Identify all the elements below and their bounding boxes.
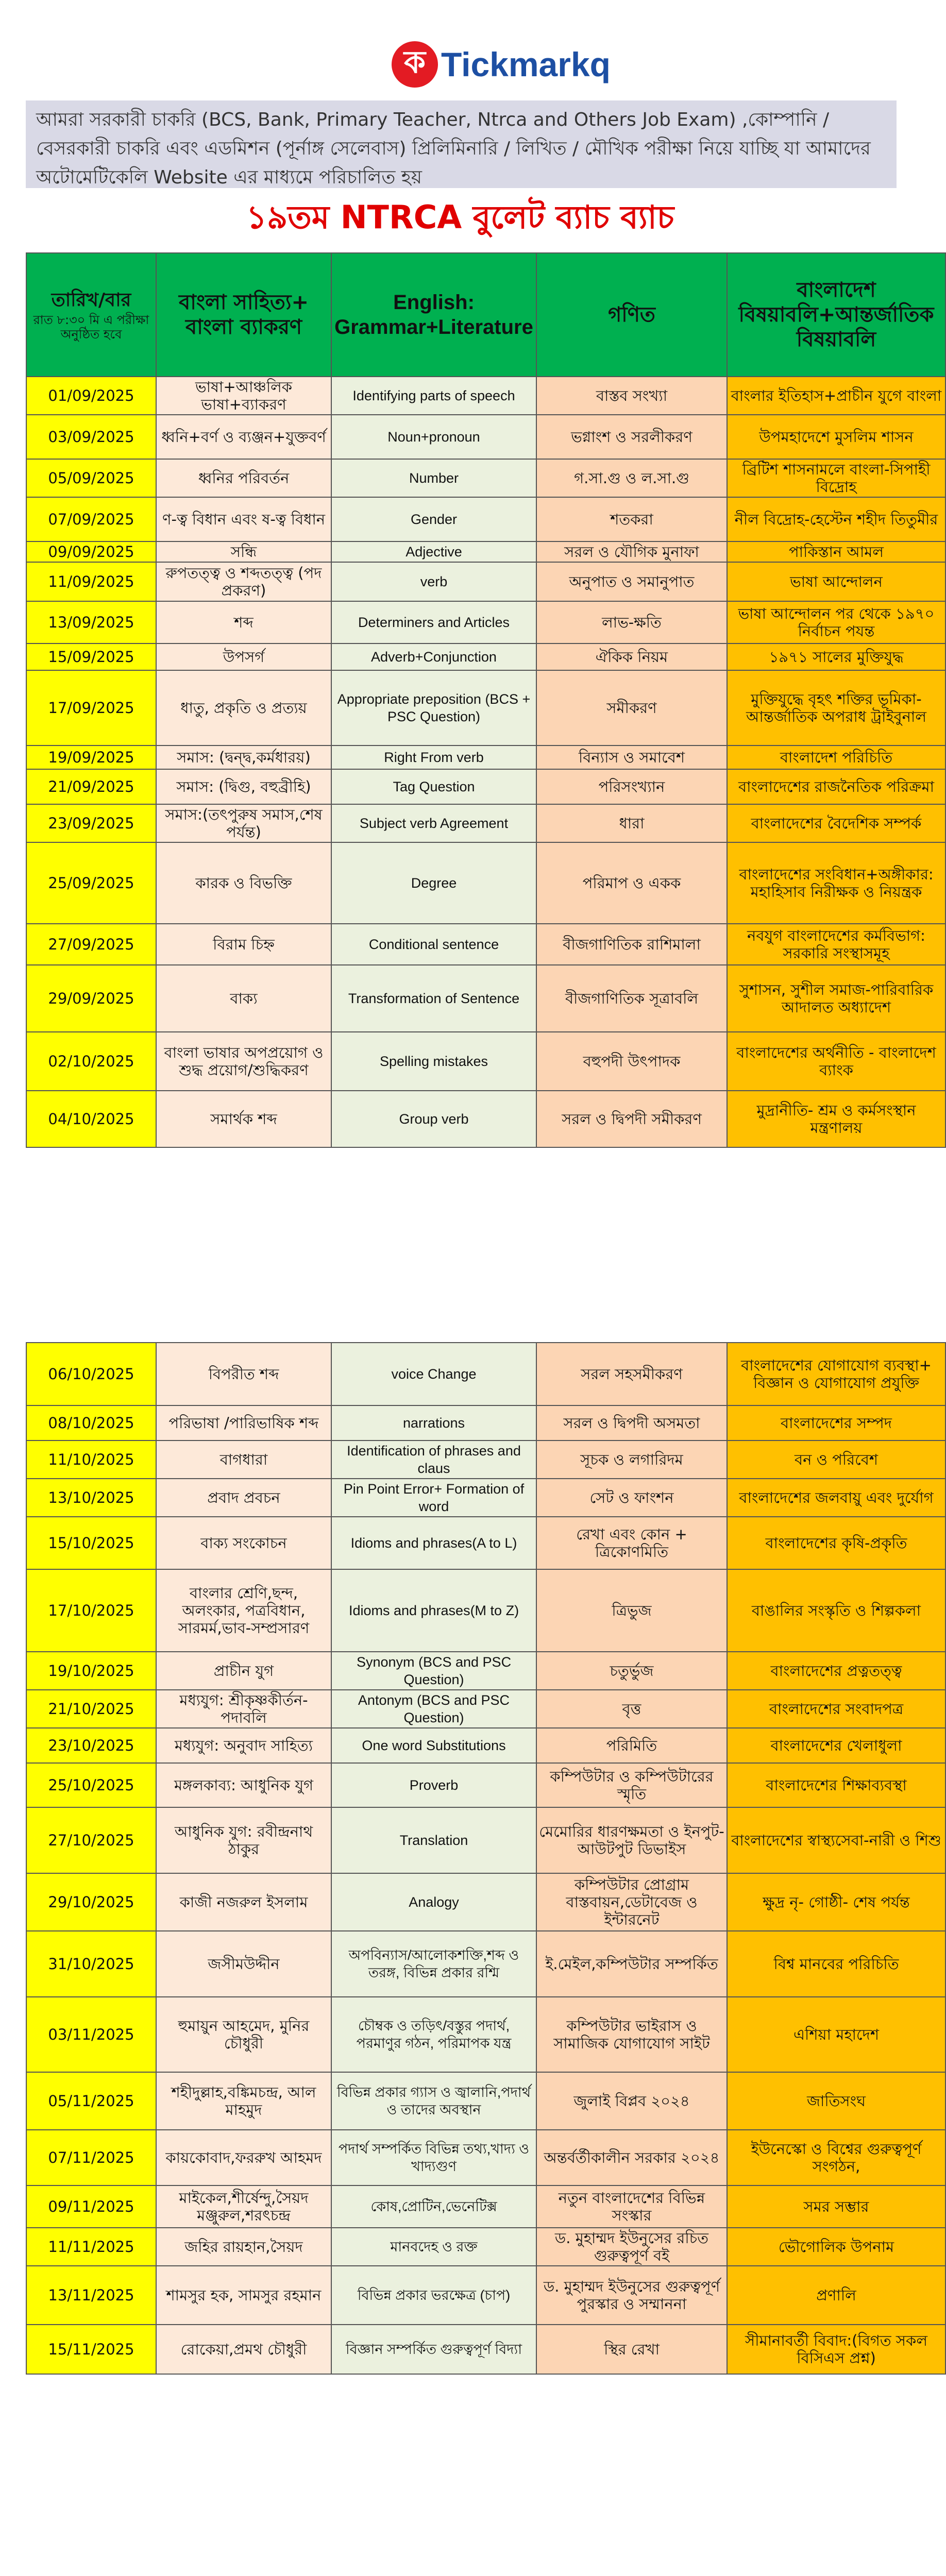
cell-date: 05/11/2025 <box>26 2072 156 2130</box>
table-row <box>26 459 945 497</box>
cell-english: Proverb <box>331 1763 536 1807</box>
cell-bangla: জহির রায়হান,সৈয়দ <box>156 2228 331 2266</box>
cell-date: 31/10/2025 <box>26 1931 156 1997</box>
cell-english: Tag Question <box>331 769 536 804</box>
table-row <box>26 2228 945 2266</box>
cell-gk: বাংলাদেশের বৈদেশিক সম্পর্ক <box>727 804 945 842</box>
cell-gk: সীমানাবর্তী বিবাদ:(বিগত সকল বিসিএস প্রশ্ন) <box>727 2325 945 2374</box>
table-row <box>26 745 945 769</box>
cell-gk: বাংলাদেশের সংবিধান+অঙ্গীকার: মহাহিসাব নিরীক্ষক ও নিয়ন্ত্রক <box>727 842 945 924</box>
cell-math: পরিমিতি <box>536 1728 727 1763</box>
cell-gk: বিশ্ব মানবের পরিচিতি <box>727 1931 945 1997</box>
cell-english: narrations <box>331 1405 536 1440</box>
cell-bangla: ণ-ত্ব বিধান এবং ষ-ত্ব বিধান <box>156 497 331 541</box>
cell-gk: বাংলাদেশের সংবাদপত্র <box>727 1690 945 1728</box>
cell-date: 07/11/2025 <box>26 2130 156 2185</box>
cell-date: 29/09/2025 <box>26 965 156 1032</box>
cell-english: Noun+pronoun <box>331 415 536 459</box>
cell-bangla: বিপরীত শব্দ <box>156 1343 331 1405</box>
cell-date: 13/10/2025 <box>26 1479 156 1517</box>
cell-date: 02/10/2025 <box>26 1032 156 1091</box>
cell-gk: প্রণালি <box>727 2266 945 2325</box>
cell-date: 11/09/2025 <box>26 562 156 601</box>
header-bangla: বাংলা সাহিত্য+ বাংলা ব্যাকরণ <box>156 253 331 377</box>
table-row <box>26 1873 945 1931</box>
cell-english: Subject verb Agreement <box>331 804 536 842</box>
table-row <box>26 924 945 965</box>
cell-english: Determiners and Articles <box>331 601 536 643</box>
cell-gk: এশিয়া মহাদেশ <box>727 1997 945 2072</box>
cell-gk: ব্রিটিশ শাসনামলে বাংলা-সিপাহী বিদ্রোহ <box>727 459 945 497</box>
cell-bangla: সমার্থক শব্দ <box>156 1091 331 1147</box>
cell-gk: বাংলাদেশের জলবায়ু এবং দুর্যোগ <box>727 1479 945 1517</box>
logo-icon: ক <box>392 41 438 88</box>
schedule-table-2 <box>26 1342 946 2375</box>
cell-english: Gender <box>331 497 536 541</box>
cell-bangla: হুমায়ুন আহমেদ, মুনির চৌধুরী <box>156 1997 331 2072</box>
table-row <box>26 1931 945 1997</box>
cell-bangla: শব্দ <box>156 601 331 643</box>
header-date-sub: রাত ৮:৩০ মি এ পরীক্ষা অনুষ্ঠিত হবে <box>33 313 149 342</box>
cell-bangla: সন্ধি <box>156 541 331 562</box>
cell-english: Appropriate preposition (BCS + PSC Question) <box>331 670 536 745</box>
table-row <box>26 1728 945 1763</box>
page-title: ১৯তম NTRCA বুলেট ব্যাচ ব্যাচ <box>246 198 674 236</box>
table-row <box>26 2185 945 2228</box>
cell-gk: বাংলার ইতিহাস+প্রাচীন যুগে বাংলা <box>727 377 945 415</box>
table-row <box>26 1479 945 1517</box>
cell-math: লাভ-ক্ষতি <box>536 601 727 643</box>
cell-bangla: বাংলা ভাষার অপপ্রয়োগ ও শুদ্ধ প্রয়োগ/শুদ্ধিকরণ <box>156 1032 331 1091</box>
cell-date: 19/09/2025 <box>26 745 156 769</box>
cell-english: Antonym (BCS and PSC Question) <box>331 1690 536 1728</box>
cell-math: বহুপদী উৎপাদক <box>536 1032 727 1091</box>
cell-gk: বাংলাদেশের স্বাস্থ্যসেবা-নারী ও শিশু <box>727 1807 945 1873</box>
table-row <box>26 415 945 459</box>
cell-gk: বাংলাদেশের খেলাধুলা <box>727 1728 945 1763</box>
cell-gk: ভৌগোলিক উপনাম <box>727 2228 945 2266</box>
logo-text: Tickmarkq <box>441 45 611 83</box>
cell-gk: উপমহাদেশে মুসলিম শাসন <box>727 415 945 459</box>
cell-bangla: বাক্য সংকোচন <box>156 1517 331 1569</box>
table-row <box>26 2325 945 2374</box>
cell-bangla: শহীদুল্লাহ,বঙ্কিমচন্দ্র, আল মাহমুদ <box>156 2072 331 2130</box>
cell-math: স্থির রেখা <box>536 2325 727 2374</box>
cell-english: Degree <box>331 842 536 924</box>
table-row <box>26 1440 945 1479</box>
cell-bangla: জসীমউদ্দীন <box>156 1931 331 1997</box>
table-row <box>26 1343 945 1405</box>
cell-date: 11/10/2025 <box>26 1440 156 1479</box>
cell-math: সূচক ও লগারিদম <box>536 1440 727 1479</box>
cell-gk: বাঙালির সংস্কৃতি ও শিল্পকলা <box>727 1569 945 1652</box>
cell-math: ভগ্নাংশ ও সরলীকরণ <box>536 415 727 459</box>
cell-gk: বাংলাদেশের সম্পদ <box>727 1405 945 1440</box>
cell-date: 03/11/2025 <box>26 1997 156 2072</box>
cell-math: ই.মেইল,কম্পিউটার সম্পর্কিত <box>536 1931 727 1997</box>
cell-bangla: বাগধারা <box>156 1440 331 1479</box>
cell-bangla: ধাতু, প্রকৃতি ও প্রত্যয় <box>156 670 331 745</box>
table-row <box>26 965 945 1032</box>
cell-math: গ.সা.গু ও ল.সা.গু <box>536 459 727 497</box>
table-row <box>26 1807 945 1873</box>
cell-math: অন্তর্বর্তীকালীন সরকার ২০২৪ <box>536 2130 727 2185</box>
cell-math: সরল ও যৌগিক মুনাফা <box>536 541 727 562</box>
table-row <box>26 1652 945 1690</box>
cell-math: বাস্তব সংখ্যা <box>536 377 727 415</box>
cell-gk: বাংলাদেশ পরিচিতি <box>727 745 945 769</box>
cell-english: বিভিন্ন প্রকার ভরক্ষেত্র (চাপ) <box>331 2266 536 2325</box>
cell-bangla: পরিভাষা /পারিভাষিক শব্দ <box>156 1405 331 1440</box>
cell-date: 21/10/2025 <box>26 1690 156 1728</box>
cell-date: 17/09/2025 <box>26 670 156 745</box>
cell-bangla: রুপতত্ত্ব ও শব্দতত্ত্ব (পদ প্রকরণ) <box>156 562 331 601</box>
cell-english: চৌম্বক ও তড়িৎ/বস্তুর পদার্থ, পরমাণুর গঠন, পরিমাপক যন্ত্র <box>331 1997 536 2072</box>
cell-english: বিজ্ঞান সম্পর্কিত গুরুত্বপূর্ণ বিদ্যা <box>331 2325 536 2374</box>
cell-math: চতুর্ভুজ <box>536 1652 727 1690</box>
cell-english: Synonym (BCS and PSC Question) <box>331 1652 536 1690</box>
cell-math: মেমোরির ধারণক্ষমতা ও ইনপুট-আউটপুট ডিভাইস <box>536 1807 727 1873</box>
logo <box>392 36 611 93</box>
cell-date: 09/11/2025 <box>26 2185 156 2228</box>
cell-bangla: শামসুর হক, সামসুর রহমান <box>156 2266 331 2325</box>
cell-bangla: মঙ্গলকাব্য: আধুনিক যুগ <box>156 1763 331 1807</box>
cell-math: সরল ও দ্বিপদী অসমতা <box>536 1405 727 1440</box>
cell-english: কোষ,প্রোটিন,ভেনেটিক্স <box>331 2185 536 2228</box>
cell-gk: জাতিসংঘ <box>727 2072 945 2130</box>
table-row <box>26 497 945 541</box>
header-date <box>26 253 156 377</box>
table-row <box>26 2072 945 2130</box>
cell-english: One word Substitutions <box>331 1728 536 1763</box>
cell-english: Idioms and phrases(M to Z) <box>331 1569 536 1652</box>
cell-date: 25/09/2025 <box>26 842 156 924</box>
cell-gk: বাংলাদেশের কৃষি-প্রকৃতি <box>727 1517 945 1569</box>
cell-date: 07/09/2025 <box>26 497 156 541</box>
cell-bangla: বিরাম চিহ্ন <box>156 924 331 965</box>
cell-math: বৃত্ত <box>536 1690 727 1728</box>
cell-date: 05/09/2025 <box>26 459 156 497</box>
cell-english: Transformation of Sentence <box>331 965 536 1032</box>
header-english: English: Grammar+Literature <box>331 253 536 377</box>
cell-date: 29/10/2025 <box>26 1873 156 1931</box>
cell-math: ড. মুহাম্মদ ইউনুসের রচিত গুরুত্বপূর্ণ বই <box>536 2228 727 2266</box>
header-date-label: তারিখ/বার <box>51 290 131 311</box>
cell-english: বিভিন্ন প্রকার গ্যাস ও জ্বালানি,পদার্থ ও তাদের অবস্থান <box>331 2072 536 2130</box>
cell-bangla: ধ্বনির পরিবর্তন <box>156 459 331 497</box>
cell-english: Right From verb <box>331 745 536 769</box>
cell-gk: বাংলাদেশের প্রত্নতত্ত্ব <box>727 1652 945 1690</box>
cell-date: 06/10/2025 <box>26 1343 156 1405</box>
table-row <box>26 1763 945 1807</box>
cell-english: Spelling mistakes <box>331 1032 536 1091</box>
cell-bangla: ধ্বনি+বর্ণ ও ব্যঞ্জন+যুক্তবর্ণ <box>156 415 331 459</box>
cell-date: 13/09/2025 <box>26 601 156 643</box>
cell-bangla: মাইকেল,শীর্ষেন্দু,সৈয়দ মঞ্জুরুল,শরৎচন্দ্র <box>156 2185 331 2228</box>
cell-math: ধারা <box>536 804 727 842</box>
intro-text: আমরা সরকারী চাকরি (BCS, Bank, Primary Teacher, Ntrca and Others Job Exam) ,কোম্পানি / বেসরকারী চাকরি এবং এডমিশন (পূর্নাঙ্গ সেলেবাস) প্রিলিমিনারি / লিখিত / মৌখিক পরীক্ষা নিয়ে যাচ্ছি যা আমাদের অটোমেটিকেলি Website এর মাধ্যমে পরিচালিত হয় <box>26 100 897 188</box>
table-row <box>26 601 945 643</box>
cell-english: Translation <box>331 1807 536 1873</box>
cell-math: ঐকিক নিয়ম <box>536 643 727 670</box>
cell-math: সরল সহসমীকরণ <box>536 1343 727 1405</box>
cell-english: Number <box>331 459 536 497</box>
cell-gk: বাংলাদেশের যোগাযোগ ব্যবস্থা+ বিজ্ঞান ও যোগাযোগ প্রযুক্তি <box>727 1343 945 1405</box>
cell-math: পরিসংখ্যান <box>536 769 727 804</box>
cell-math: অনুপাত ও সমানুপাত <box>536 562 727 601</box>
cell-math: নতুন বাংলাদেশের বিভিন্ন সংস্কার <box>536 2185 727 2228</box>
cell-gk: ভাষা আন্দোলন <box>727 562 945 601</box>
cell-gk: সমর সম্ভার <box>727 2185 945 2228</box>
cell-gk: বাংলাদেশের অর্থনীতি - বাংলাদেশ ব্যাংক <box>727 1032 945 1091</box>
cell-english: voice Change <box>331 1343 536 1405</box>
cell-gk: মুক্তিযুদ্ধে বৃহৎ শক্তির ভূমিকা-আন্তর্জাতিক অপরাধ ট্রাইবুনাল <box>727 670 945 745</box>
cell-bangla: প্রবাদ প্রবচন <box>156 1479 331 1517</box>
table-row <box>26 670 945 745</box>
cell-date: 23/10/2025 <box>26 1728 156 1763</box>
table-row <box>26 2130 945 2185</box>
cell-bangla: সমাস:(তৎপুরুষ সমাস,শেষ পর্যন্ত) <box>156 804 331 842</box>
cell-bangla: রোকেয়া,প্রমথ চৌধুরী <box>156 2325 331 2374</box>
cell-gk: ১৯৭১ সালের মুক্তিযুদ্ধ <box>727 643 945 670</box>
cell-date: 19/10/2025 <box>26 1652 156 1690</box>
cell-date: 04/10/2025 <box>26 1091 156 1147</box>
cell-date: 01/09/2025 <box>26 377 156 415</box>
cell-english: Identification of phrases and claus <box>331 1440 536 1479</box>
table-row <box>26 1517 945 1569</box>
cell-english: Pin Point Error+ Formation of word <box>331 1479 536 1517</box>
cell-gk: মুদ্রানীতি- শ্রম ও কর্মসংস্থান মন্ত্রণালয় <box>727 1091 945 1147</box>
cell-gk: বন ও পরিবেশ <box>727 1440 945 1479</box>
table-row <box>26 1690 945 1728</box>
cell-bangla: উপসর্গ <box>156 643 331 670</box>
cell-bangla: সমাস: (দ্বন্দ্ব,কর্মধারয়) <box>156 745 331 769</box>
table-row <box>26 541 945 562</box>
table-row <box>26 804 945 842</box>
header-row <box>26 253 945 377</box>
cell-bangla: কায়কোবাদ,ফররুখ আহমদ <box>156 2130 331 2185</box>
cell-math: সেট ও ফাংশন <box>536 1479 727 1517</box>
cell-english: Analogy <box>331 1873 536 1931</box>
cell-bangla: বাক্য <box>156 965 331 1032</box>
cell-gk: নীল বিদ্রোহ-হেস্টেন শহীদ তিতুমীর <box>727 497 945 541</box>
cell-math: সমীকরণ <box>536 670 727 745</box>
cell-bangla: সমাস: (দ্বিগু, বহুব্রীহি) <box>156 769 331 804</box>
cell-gk: ক্ষুদ্র নৃ- গোষ্ঠী- শেষ পর্যন্ত <box>727 1873 945 1931</box>
cell-date: 13/11/2025 <box>26 2266 156 2325</box>
cell-gk: বাংলাদেশের শিক্ষাব্যবস্থা <box>727 1763 945 1807</box>
table-row <box>26 377 945 415</box>
cell-math: বীজগাণিতিক সূত্রাবলি <box>536 965 727 1032</box>
cell-english: Conditional sentence <box>331 924 536 965</box>
table-row <box>26 1405 945 1440</box>
cell-math: শতকরা <box>536 497 727 541</box>
cell-bangla: কাজী নজরুল ইসলাম <box>156 1873 331 1931</box>
table-row <box>26 842 945 924</box>
header-math: গণিত <box>536 253 727 377</box>
cell-date: 15/10/2025 <box>26 1517 156 1569</box>
cell-date: 25/10/2025 <box>26 1763 156 1807</box>
table-row <box>26 1032 945 1091</box>
cell-bangla: বাংলার শ্রেণি,ছন্দ, অলংকার, পত্রবিধান, সারমর্ম,ভাব-সম্প্রসারণ <box>156 1569 331 1652</box>
cell-math: পরিমাপ ও একক <box>536 842 727 924</box>
table-row <box>26 1997 945 2072</box>
cell-date: 09/09/2025 <box>26 541 156 562</box>
cell-math: কম্পিউটার ভাইরাস ও সামাজিক যোগাযোগ সাইট <box>536 1997 727 2072</box>
cell-gk: ইউনেস্কো ও বিশ্বের গুরুত্বপূর্ণ সংগঠন, <box>727 2130 945 2185</box>
cell-gk: ভাষা আন্দোলন পর থেকে ১৯৭০ নির্বাচন পযন্ত <box>727 601 945 643</box>
cell-bangla: মধ্যযুগ: শ্রীকৃষ্ণকীর্তন-পদাবলি <box>156 1690 331 1728</box>
cell-date: 27/10/2025 <box>26 1807 156 1873</box>
cell-english: Group verb <box>331 1091 536 1147</box>
schedule-table-1 <box>26 252 946 1148</box>
cell-gk: নবযুগ বাংলাদেশের কর্মবিভাগ: সরকারি সংস্থাসমূহ <box>727 924 945 965</box>
cell-date: 21/09/2025 <box>26 769 156 804</box>
cell-english: মানবদেহ ও রক্ত <box>331 2228 536 2266</box>
table-row <box>26 2266 945 2325</box>
cell-english: Adjective <box>331 541 536 562</box>
table-row <box>26 562 945 601</box>
cell-english: Identifying parts of speech <box>331 377 536 415</box>
table-row <box>26 1569 945 1652</box>
cell-bangla: আধুনিক যুগ: রবীন্দ্রনাথ ঠাকুর <box>156 1807 331 1873</box>
cell-math: রেখা এবং কোন + ত্রিকোণমিতি <box>536 1517 727 1569</box>
cell-english: অপবিন্যাস/আলোকশক্তি,শব্দ ও তরঙ্গ, বিভিন্ন প্রকার রশ্মি <box>331 1931 536 1997</box>
cell-date: 08/10/2025 <box>26 1405 156 1440</box>
cell-date: 15/09/2025 <box>26 643 156 670</box>
cell-date: 03/09/2025 <box>26 415 156 459</box>
cell-math: কম্পিউটার প্রোগ্রাম বাস্তবায়ন,ডেটাবেজ ও ইন্টারনেট <box>536 1873 727 1931</box>
cell-math: বিন্যাস ও সমাবেশ <box>536 745 727 769</box>
cell-english: পদার্থ সম্পর্কিত বিভিন্ন তথ্য,খাদ্য ও খাদ্যগুণ <box>331 2130 536 2185</box>
cell-math: ড. মুহাম্মদ ইউনুসের গুরুত্বপূর্ণ পুরস্কার ও সম্মাননা <box>536 2266 727 2325</box>
cell-gk: পাকিস্তান আমল <box>727 541 945 562</box>
cell-math: কম্পিউটার ও কম্পিউটারের স্মৃতি <box>536 1763 727 1807</box>
cell-date: 27/09/2025 <box>26 924 156 965</box>
cell-bangla: কারক ও বিভক্তি <box>156 842 331 924</box>
cell-english: verb <box>331 562 536 601</box>
header-gk: বাংলাদেশ বিষয়াবলি+আন্তর্জাতিক বিষয়াবলি <box>727 253 945 377</box>
cell-gk: সুশাসন, সুশীল সমাজ-পারিবারিক আদালত অধ্যাদেশ <box>727 965 945 1032</box>
cell-date: 15/11/2025 <box>26 2325 156 2374</box>
cell-math: ত্রিভুজ <box>536 1569 727 1652</box>
cell-english: Adverb+Conjunction <box>331 643 536 670</box>
cell-math: বীজগাণিতিক রাশিমালা <box>536 924 727 965</box>
table-row <box>26 643 945 670</box>
cell-math: সরল ও দ্বিপদী সমীকরণ <box>536 1091 727 1147</box>
cell-bangla: মধ্যযুগ: অনুবাদ সাহিত্য <box>156 1728 331 1763</box>
cell-bangla: প্রাচীন যুগ <box>156 1652 331 1690</box>
cell-english: Idioms and phrases(A to L) <box>331 1517 536 1569</box>
cell-math: জুলাই বিপ্লব ২০২৪ <box>536 2072 727 2130</box>
cell-date: 17/10/2025 <box>26 1569 156 1652</box>
cell-bangla: ভাষা+আঞ্চলিক ভাষা+ব্যাকরণ <box>156 377 331 415</box>
cell-gk: বাংলাদেশের রাজনৈতিক পরিক্রমা <box>727 769 945 804</box>
cell-date: 11/11/2025 <box>26 2228 156 2266</box>
table-row <box>26 769 945 804</box>
table-row <box>26 1091 945 1147</box>
cell-date: 23/09/2025 <box>26 804 156 842</box>
